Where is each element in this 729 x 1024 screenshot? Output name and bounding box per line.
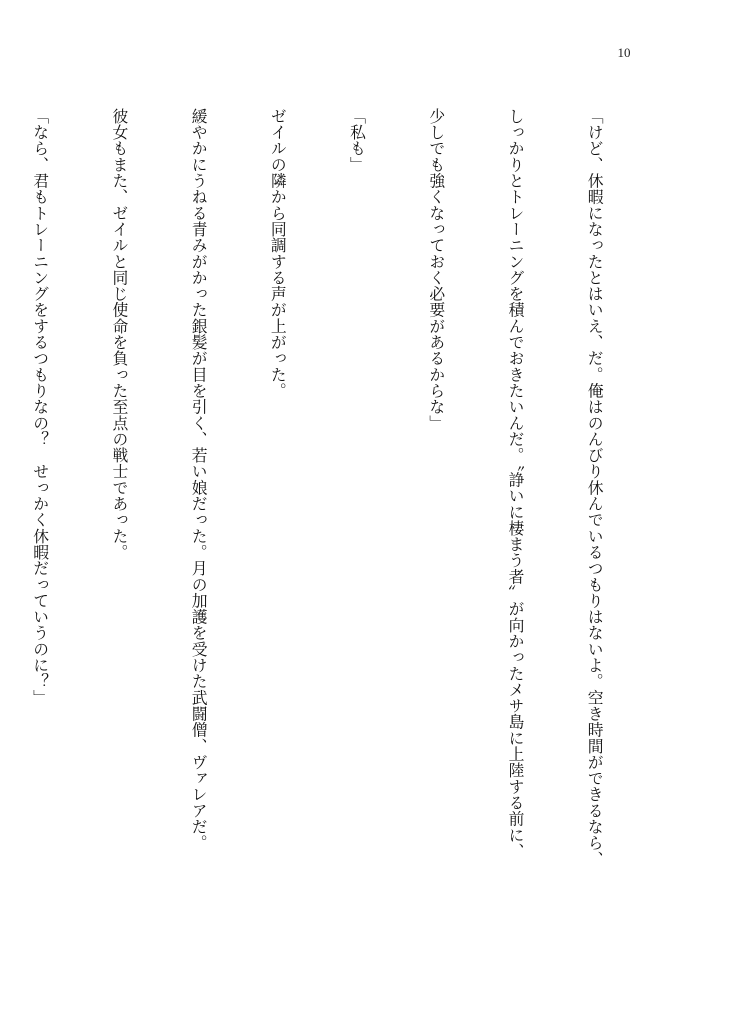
text-line: 緩やかにうねる青みがかった銀髪が目を引く、若い娘だった。月の加護を受けた武闘僧、ヴァレアだ。 <box>189 108 209 851</box>
text-line: 彼女もまた、ゼイルと同じ使命を負った至点の戦士であった。 <box>109 108 129 561</box>
vertical-body-text <box>30 108 660 888</box>
text-line: 「私も」 <box>347 108 367 173</box>
text-line: 少しでも強くなっておく必要があるからな」 <box>426 108 446 431</box>
text-line: 「けど、休暇になったとはいえ、だ。俺はのんびり休んでいるつもりはないよ。空き時間ができるなら、 <box>585 108 605 868</box>
text-line: 「なら、君もトレーニングをするつもりなの？ せっかく休暇だっていうのに？」 <box>30 108 50 706</box>
text-line: ゼイルの隣から同調する声が上がった。 <box>268 108 288 399</box>
page-number: 10 <box>617 45 631 60</box>
text-line: しっかりとトレーニングを積んでおきたいんだ。〝諍いに棲まう者〟が向かったメサ島に上陸する前に、 <box>505 108 525 860</box>
